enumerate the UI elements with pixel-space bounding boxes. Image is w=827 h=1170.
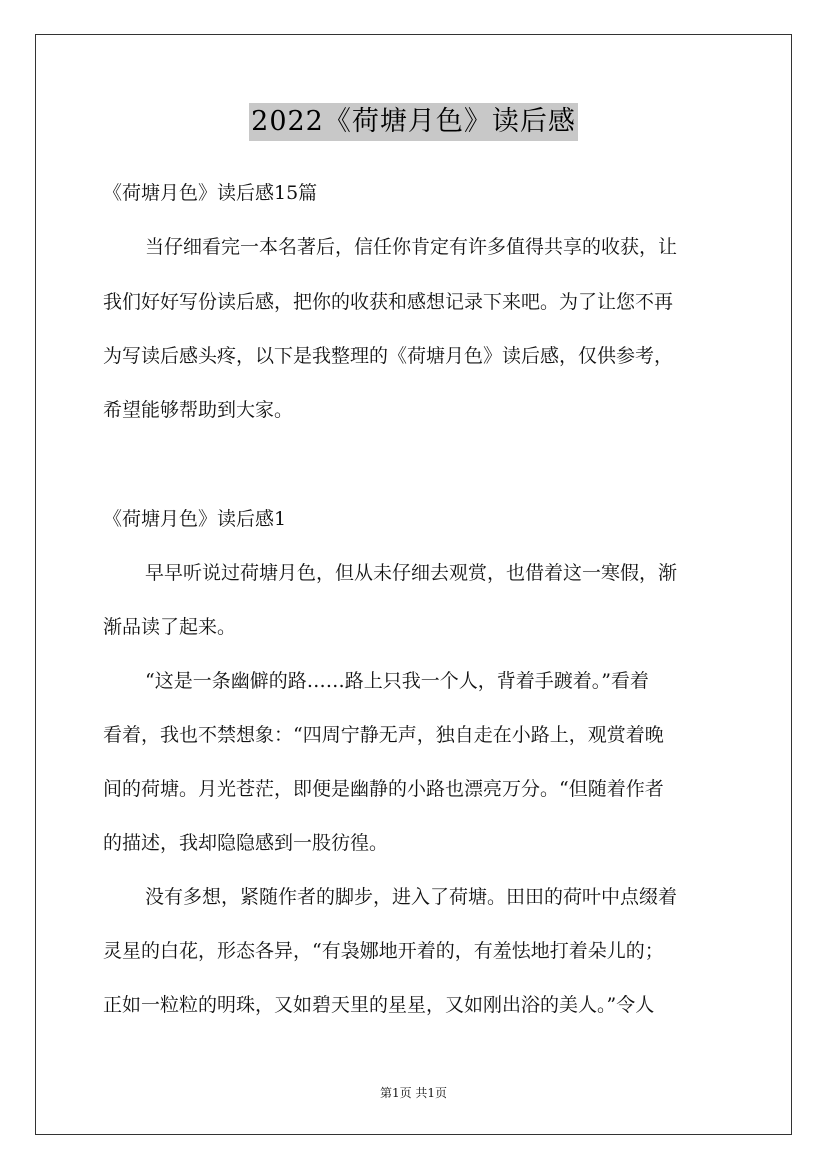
paragraph-line: 正如一粒粒的明珠，又如碧天里的星星，又如刚出浴的美人。”令人 xyxy=(103,994,655,1016)
paragraph-line: 的描述，我却隐隐感到一股彷徨。 xyxy=(103,832,389,854)
title-container xyxy=(0,103,827,141)
section-heading: 《荷塘月色》读后感1 xyxy=(103,508,287,530)
document-subtitle: 《荷塘月色》读后感15篇 xyxy=(103,182,318,204)
paragraph-line: “这是一条幽僻的路……路上只我一个人，背着手踱着。”看着 xyxy=(145,670,649,692)
paragraph-line: 间的荷塘。月光苍茫，即便是幽静的小路也漂亮万分。“但随着作者 xyxy=(103,778,664,800)
paragraph-line: 早早听说过荷塘月色，但从未仔细去观赏，也借着这一寒假，渐 xyxy=(145,562,678,584)
document-title: 2022《荷塘月色》读后感 xyxy=(249,103,578,141)
paragraph-line: 渐品读了起来。 xyxy=(103,616,237,638)
intro-line: 为写读后感头疼，以下是我整理的《荷塘月色》读后感，仅供参考， xyxy=(103,345,674,367)
paragraph-line: 没有多想，紧随作者的脚步，进入了荷塘。田田的荷叶中点缀着 xyxy=(145,886,678,908)
page-number: 第1页 共1页 xyxy=(379,1086,448,1100)
paragraph-line: 灵星的白花，形态各异，“有袅娜地开着的，有羞怯地打着朵儿的； xyxy=(103,940,664,962)
paragraph-line: 看着，我也不禁想象：“四周宁静无声，独自走在小路上，观赏着晚 xyxy=(103,724,664,746)
intro-line: 当仔细看完一本名著后，信任你肯定有许多值得共享的收获，让 xyxy=(145,236,678,258)
intro-line: 希望能够帮助到大家。 xyxy=(103,399,294,421)
intro-line: 我们好好写份读后感，把你的收获和感想记录下来吧。为了让您不再 xyxy=(103,291,674,313)
